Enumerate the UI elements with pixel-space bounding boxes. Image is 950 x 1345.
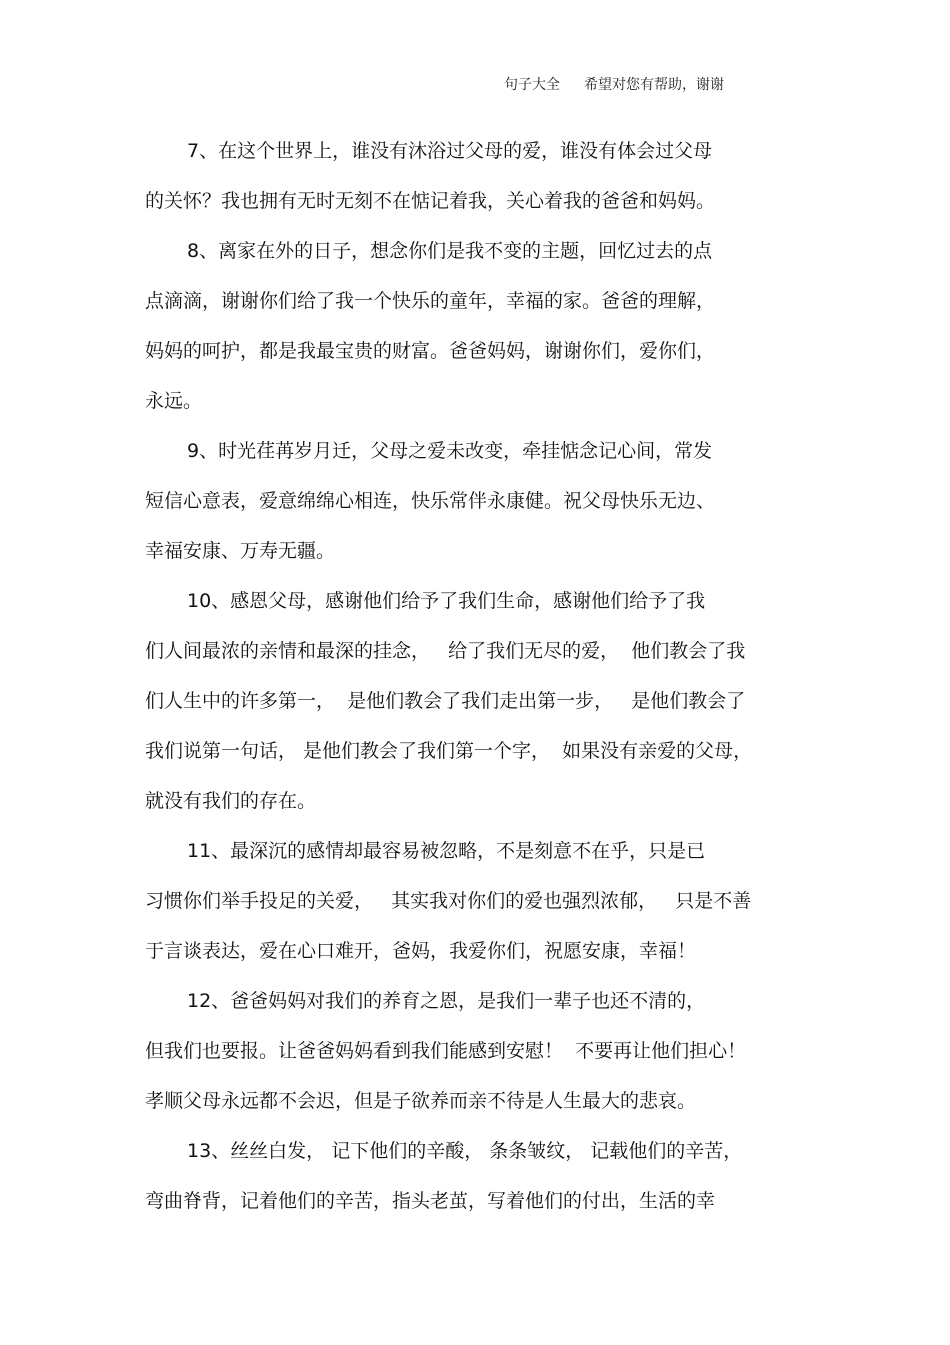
text-line: 10、感恩父母，感谢他们给予了我们生命，感谢他们给予了我 [187, 590, 706, 612]
text-line: 弯曲脊背，记着他们的辛苦，指头老茧，写着他们的付出，生活的幸 [145, 1190, 716, 1212]
header-right-text: 希望对您有帮助，谢谢 [584, 77, 724, 93]
text-line: 永远。 [145, 390, 203, 412]
text-line: 12、爸爸妈妈对我们的养育之恩，是我们一辈子也还不清的， [187, 990, 706, 1012]
page-header [504, 74, 724, 94]
text-line: 9、时光荏苒岁月迁，父母之爱未改变，牵挂惦念记心间，常发 [187, 440, 713, 462]
text-line: 点滴滴，谢谢你们给了我一个快乐的童年，幸福的家。爸爸的理解， [145, 290, 716, 312]
text-line: 13、丝丝白发， 记下他们的辛酸， 条条皱纹， 记载他们的辛苦， [187, 1140, 743, 1162]
text-line: 7、在这个世界上，谁没有沐浴过父母的爱，谁没有体会过父母 [187, 140, 713, 162]
document-body [145, 126, 805, 1226]
text-line: 于言谈表达，爱在心口难开，爸妈，我爱你们，祝愿安康，幸福！ [145, 940, 697, 962]
text-line: 我们说第一句话， 是他们教会了我们第一个字， 如果没有亲爱的父母， [145, 740, 753, 762]
header-left-text: 句子大全 [504, 77, 560, 93]
text-line: 习惯你们举手投足的关爱， 其实我对你们的爱也强烈浓郁， 只是不善 [145, 890, 752, 912]
text-line: 妈妈的呵护，都是我最宝贵的财富。爸爸妈妈，谢谢你们，爱你们， [145, 340, 716, 362]
text-line: 的关怀？我也拥有无时无刻不在惦记着我，关心着我的爸爸和妈妈。 [145, 190, 716, 212]
text-line: 孝顺父母永远都不会迟，但是子欲养而亲不待是人生最大的悲哀。 [145, 1090, 697, 1112]
text-line: 幸福安康、万寿无疆。 [145, 540, 336, 562]
text-line: 们人间最浓的亲情和最深的挂念， 给了我们无尽的爱， 他们教会了我 [145, 640, 746, 662]
text-line: 们人生中的许多第一， 是他们教会了我们走出第一步， 是他们教会了 [145, 690, 746, 712]
text-line: 11、最深沉的感情却最容易被忽略，不是刻意不在乎，只是已 [187, 840, 706, 862]
text-line: 但我们也要报。让爸爸妈妈看到我们能感到安慰！ 不要再让他们担心！ [145, 1040, 747, 1062]
text-line: 短信心意表，爱意绵绵心相连，快乐常伴永康健。祝父母快乐无边、 [145, 490, 716, 512]
text-line: 8、离家在外的日子，想念你们是我不变的主题，回忆过去的点 [187, 240, 713, 262]
text-line: 就没有我们的存在。 [145, 790, 317, 812]
